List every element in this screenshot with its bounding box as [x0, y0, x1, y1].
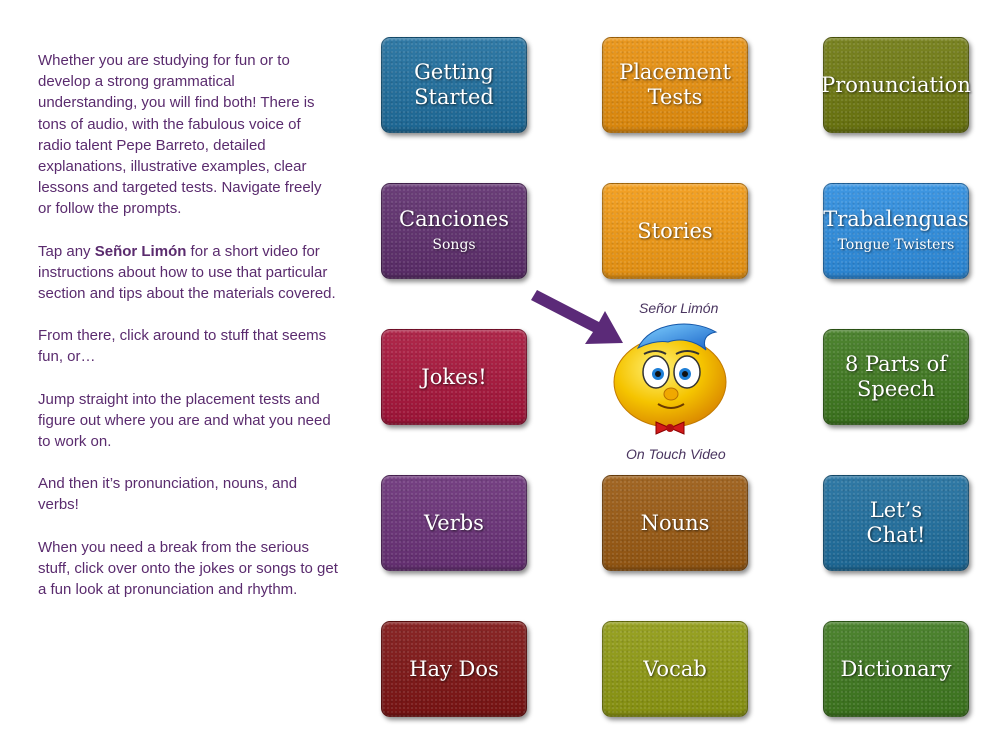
intro-paragraph: When you need a break from the serious stuff, click over onto the jokes or songs to get a fun look at pronunciation and rhythm.: [38, 538, 338, 599]
vocab-button[interactable]: [602, 621, 748, 717]
jokes-button[interactable]: [381, 329, 527, 425]
intro-text-span: for a short video for instructions about how to use that particular section and tips about the materials covered.: [38, 242, 336, 303]
dictionary-button[interactable]: [823, 621, 969, 717]
intro-bold-senor-limon: Señor Limón: [94, 242, 187, 260]
getting-started-label: Getting Started: [414, 60, 494, 109]
intro-paragraph-senor-limon: [38, 241, 338, 305]
placement-tests-button[interactable]: [602, 37, 748, 133]
canciones-label: Canciones: [399, 207, 509, 231]
mascot-name-label: Señor Limón: [639, 300, 719, 316]
pronunciation-button[interactable]: [823, 37, 969, 133]
placement-tests-label: Placement Tests: [619, 60, 731, 109]
hay-dos-button[interactable]: [381, 621, 527, 717]
intro-paragraph: Jump straight into the placement tests and figure out where you are and what you need to work on.: [38, 390, 331, 451]
verbs-button[interactable]: [381, 475, 527, 571]
stories-button[interactable]: [602, 183, 748, 279]
jokes-label: Jokes!: [421, 364, 487, 389]
mascot-caption: On Touch Video: [626, 446, 726, 462]
vocab-label: Vocab: [643, 656, 707, 681]
intro-text: [38, 50, 338, 621]
trabalenguas-button[interactable]: [823, 183, 969, 279]
pronunciation-label: Pronunciation: [821, 72, 971, 97]
verbs-label: Verbs: [424, 510, 484, 535]
trabalenguas-label: Trabalenguas: [823, 207, 969, 231]
intro-paragraph: From there, click around to stuff that seems fun, or…: [38, 327, 327, 366]
getting-started-button[interactable]: [381, 37, 527, 133]
trabalenguas-sublabel: Tongue Twisters: [837, 237, 955, 253]
parts-of-speech-button[interactable]: [823, 329, 969, 425]
lets-chat-label: Let’s Chat!: [866, 498, 926, 547]
lemon-mascot-icon[interactable]: [610, 312, 730, 438]
intro-paragraph: And then it’s pronunciation, nouns, and verbs!: [38, 475, 298, 514]
lets-chat-button[interactable]: [823, 475, 969, 571]
intro-paragraph: Whether you are studying for fun or to develop a strong grammatical understanding, you will find both! There is tons of audio, with the fabulous voice of radio talent Pepe Barreto, detailed explanations, illustrative examples, clear lessons and targeted tests. Navigate freely or follow the prompts.: [38, 52, 322, 218]
dictionary-label: Dictionary: [840, 656, 952, 681]
stories-label: Stories: [637, 218, 713, 243]
hay-dos-label: Hay Dos: [409, 656, 499, 681]
nouns-label: Nouns: [640, 510, 710, 535]
parts-of-speech-label: 8 Parts of Speech: [844, 352, 948, 401]
canciones-sublabel: Songs: [432, 237, 476, 253]
canciones-button[interactable]: [381, 183, 527, 279]
nouns-button[interactable]: [602, 475, 748, 571]
intro-text-span: Tap any: [38, 242, 95, 260]
